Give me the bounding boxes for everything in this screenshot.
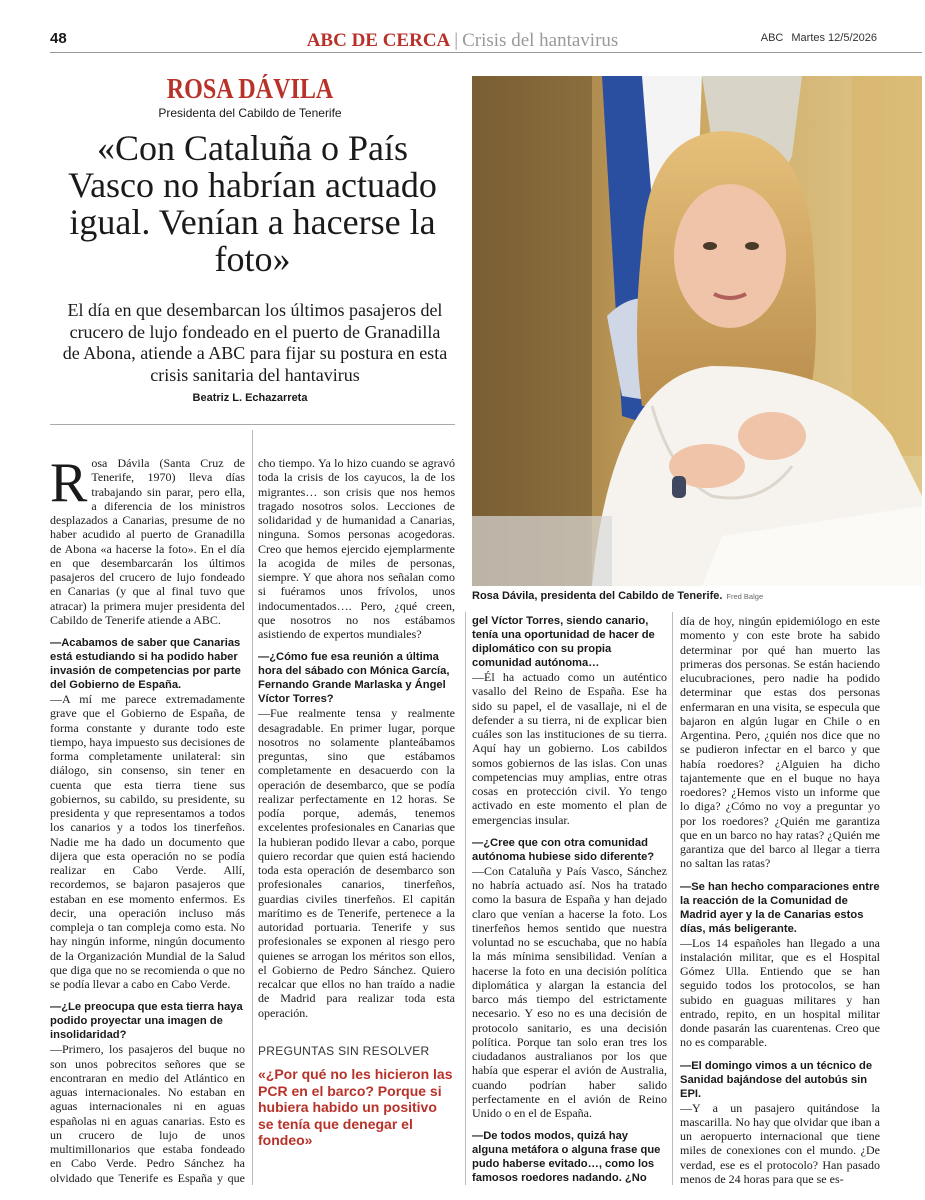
answer: —Primero, los pasajeros del buque no son unos pobrecitos señores que se encontraran en medio del Atlántico en aguas internacionales. No estaban en aguas internacionales ni en aguas españolas ni en aguas canarias. Esto es un crucero de lujo de unos multimillonarios que estaba fondeado en Cabo Verde. Pedro Sánchez ha olvidado que Tenerife es España y que bbox=[50, 1042, 245, 1185]
standfirst: El día en que desembarcan los últimos pasajeros del crucero de lujo fondeado en el puerto de Granadilla de Abona, atiende a ABC para fijar su postura en esta crisis sanitaria del hantavirus bbox=[62, 300, 448, 385]
column-rule bbox=[465, 612, 466, 1185]
answer: —Fue realmente tensa y realmente desagradable. En primer lugar, porque nosotros no solamente planteábamos preguntas, sino que estábamos completamente en desacuerdo con la operación de desembarco, que se podía realizar perfectamente en 12 horas. Se podía porque, además, tenemos excelentes profesionales en Canarias que la hubieran podido llevar a cabo, porque quiero recordar que quien está haciendo toda esta operación de desembarco son profesionales canarios, tinerfeños, guardias civiles tinerfeños. El capitán marítimo es de Tenerife, pertenece a la autoridad portuaria. Tenerife y sus profesionales se exponen al riesgo pero quienes se arrogan los méritos son ellos, el Gobierno de Pedro Sánchez. Quiero recalcar que ellos no han traído a nadie de Madrid para realizar toda esta operación. bbox=[258, 706, 455, 1020]
question: —Se han hecho comparaciones entre la reacción de la Comunidad de Madrid ayer y la de Canarias estos días, más beligerante. bbox=[680, 880, 880, 935]
question: —Acabamos de saber que Canarias está estudiando si ha podido haber invasión de competencias por parte del Gobierno de España. bbox=[50, 637, 241, 691]
byline: Beatriz L. Echazarreta bbox=[192, 392, 308, 404]
question: gel Víctor Torres, siendo canario, tenía una oportunidad de hacer de diplomático con su propia comunidad autónoma… bbox=[472, 615, 655, 669]
header-rule bbox=[50, 52, 922, 53]
answer: —Con Cataluña y País Vasco, Sánchez no habría actuado así. Nos ha tratado como la basura de España y han dejado claro que venían a hacerse la foto. Los tinerfeños hemos sentido que nuestra voluntad no se escuchaba, que no había la más mínima sensibilidad. Venían a hacerse la foto en una decisión política diplomática y alargan la estancia del barco más tiempo del estrictamente necesario. Y eso no es una decisión de protocolo sanitario, es una decisión política. Porque tan solo eran tres los ciudadanos australianos por los que había que esperar el avión de Australia, cuando podrían haber salido perfectamente en el avión de Reino Unido o en el de España. bbox=[472, 863, 667, 1120]
interviewee-name: ROSA DÁVILA bbox=[166, 74, 334, 105]
publication-date bbox=[753, 32, 877, 44]
issue-date: Martes 12/5/2026 bbox=[791, 32, 877, 44]
answer: —Los 14 españoles han llegado a una instalación militar, que es el Hospital Gómez Ulla. Entiendo que se han seguido todos los protocolos, se han subido en guaguas militares y han entrado, repito, en un hospital militar donde pasarán las cuarentenas. Creo que no es comparable. bbox=[680, 935, 880, 1050]
headline: «Con Cataluña o País Vasco no habrían actuado igual. Venían a hacerse la foto» bbox=[68, 128, 437, 279]
photo-credit: Fred Balge bbox=[726, 592, 764, 601]
pending-questions-label: PREGUNTAS SIN RESOLVER bbox=[258, 1044, 430, 1058]
intro-paragraph bbox=[50, 456, 245, 627]
section-topic: Crisis del hantavirus bbox=[462, 30, 619, 51]
photo-caption bbox=[472, 590, 922, 602]
answer: —A mí me parece extremadamente grave que el Gobierno de España, de forma constante y durante todo este tiempo, haya impuesto sus decisiones de forma completamente unilateral: sin diálogo, sin consenso, sin tener en cuenta que esta tierra tiene sus gobiernos, su cabildo, su presidente, su presidenta y que representamos a todos los canarios y a todos los tinerfeños. Nadie me ha dado un documento que dijera que esta operación no se podía realizar en Cabo Verde. Allí, recordemos, se bajaron pasajeros que estaban en ese momento enfermos. Es decir, una operación incluso más compleja o tan compleja como esta. No hay ningún informe, ningún documento de la Organización Mundial de la Salud que diga que no se recomienda o que no se podía llevar a cabo en Cabo Verde. bbox=[50, 692, 245, 991]
answer: día de hoy, ningún epidemiólogo en este momento y con este brote ha sabido determinar por qué han muerto las primeras dos personas. Se están haciendo elucubraciones, pero nadie ha podido determinar que estas dos personas enfermaran en una visita, se especula que bajaron en algún lugar en Chile o en Argentina. Pero, ¿quién nos dice que no se pudieron infectar en el barco y que había roedores? ¿Alguien ha dicho tajantemente que en el buque no haya roedores? ¿Hemos visto un informe que lo diga? ¿Cómo no voy a preguntar yo por los roedores? ¿Quién me garantiza que en un barco no hay ratas? ¿Quién me garantiza que del barco al llegar a tierra no saltan las ratas? bbox=[680, 614, 880, 871]
photo-illustration bbox=[472, 76, 922, 586]
title-rule bbox=[50, 424, 455, 425]
answer: cho tiempo. Ya lo hizo cuando se agravó toda la crisis de los cayucos, la de los migrantes… son crisis que nos hemos tragado nosotros solos. Lecciones de solidaridad y de humanidad a Canarias, ninguna. Somos personas acogedoras. Creo que hemos ejercido ejemplarmente la acogida de miles de personas, siempre. Y que ahora nos señalan como si fuéramos unos frívolos, unos indocumentados…. Pero, ¿qué creen, que nosotros no nos estábamos asistiendo de expertos mundiales? bbox=[258, 456, 455, 641]
question: —El domingo vimos a un técnico de Sanidad bajándose del autobús sin EPI. bbox=[680, 1059, 873, 1100]
section-title: ABC DE CERCA bbox=[306, 30, 451, 51]
answer: —Él ha actuado como un auténtico vasallo del Reino de España. Ese ha sido su papel, el de vasallaje, ni el de defender a su tierra, ni de explicar bien cuáles son las instituciones de su tierra. Aquí hay un gobierno. Los cabildos somos gobiernos de las islas. Con unas competencias muy amplias, entre otras cosas en protección civil. Yo tengo activado en este momento el plan de emergencias insular. bbox=[472, 670, 667, 827]
answer: —Y a un pasajero quitándose la mascarilla. No hay que olvidar que iban a un aeropuerto internacional que tiene miles de conexiones con el mundo. ¿De verdad, ese es el protocolo? Han pasado menos de 24 horas para que se es- bbox=[680, 1100, 880, 1186]
question: —¿Cómo fue esa reunión a última hora del sábado con Mónica García, Fernando Grande Marlaska y Ángel Víctor Torres? bbox=[258, 651, 450, 706]
publication-name: ABC bbox=[760, 32, 784, 44]
article-column-3 bbox=[472, 614, 667, 1186]
pending-questions-quote: «¿Por qué no les hicieron las PCR en el barco? Porque si hubiera habido un positivo se tenía que denegar el fondeo» bbox=[258, 1066, 453, 1148]
pending-questions-box bbox=[258, 1044, 455, 1149]
article-column-1 bbox=[50, 456, 245, 1186]
section-separator: | bbox=[454, 30, 459, 51]
drop-cap: R bbox=[50, 456, 88, 514]
question: —¿Cree que con otra comunidad autónoma hubiese sido diferente? bbox=[472, 836, 655, 863]
caption-text: Rosa Dávila, presidenta del Cabildo de Tenerife. bbox=[472, 590, 723, 602]
interviewee-role: Presidenta del Cabildo de Tenerife bbox=[158, 106, 342, 120]
intro-text: osa Dávila (Santa Cruz de Tenerife, 1970) lleva días trabajando sin parar, pero ella, a diferencia de los ministros desplazados a Canarias, presume de no haber acudido al puerto de Granadilla de Abona «a hacerse la foto». En el día en que desembarcarán los últimos pasajeros del crucero de lujo fondeado en Canarias (y que al final tuvo que atracar) la primera mujer presidenta del Cabildo de Tenerife atiende a ABC. bbox=[50, 456, 245, 627]
question: —De todos modos, quizá hay alguna metáfora o alguna frase que pudo haberse evitado…, como los famosos roedores nadando. ¿No bbox=[472, 1130, 661, 1185]
question: —¿Le preocupa que esta tierra haya podido proyectar una imagen de insolidaridad? bbox=[50, 1001, 243, 1042]
column-rule bbox=[672, 612, 673, 1185]
article-column-4 bbox=[680, 614, 880, 1186]
article-column-2 bbox=[258, 456, 455, 1031]
page-number: 48 bbox=[50, 30, 67, 47]
interviewee-photo bbox=[472, 76, 922, 586]
column-rule bbox=[252, 430, 253, 1185]
question bbox=[258, 1029, 455, 1031]
